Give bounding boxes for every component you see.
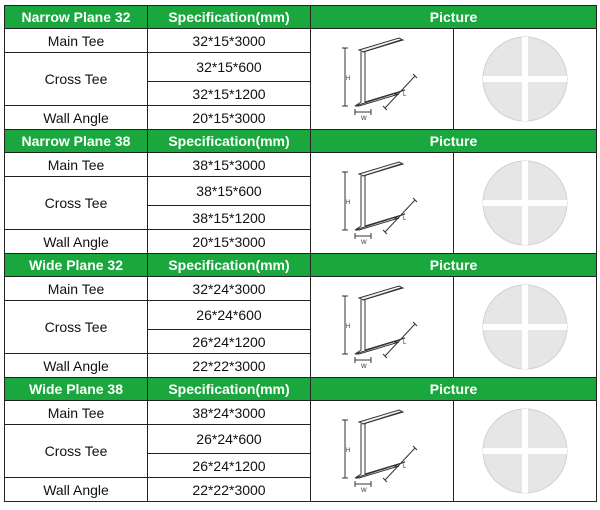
spec-row [5, 401, 597, 425]
component-name: Main Tee [5, 277, 148, 301]
width-label: W [361, 116, 367, 122]
spec-header: Specification(mm) [148, 254, 311, 277]
tee-profile-diagram [337, 36, 427, 122]
spec-value: 20*15*3000 [148, 106, 311, 130]
circle-picture-cell [454, 29, 597, 130]
profile-picture-cell [311, 277, 454, 378]
component-name: Wall Angle [5, 478, 148, 502]
component-name: Main Tee [5, 29, 148, 53]
spec-value: 22*22*3000 [148, 354, 311, 378]
picture-header: Picture [311, 254, 597, 277]
length-label: L [403, 340, 407, 346]
section-title: Wide Plane 32 [5, 254, 148, 277]
spec-value: 32*15*600 [148, 53, 311, 82]
length-label: L [403, 464, 407, 470]
section-header-row [5, 130, 597, 153]
tee-profile-diagram [337, 160, 427, 246]
circle-picture-cell [454, 153, 597, 254]
height-label: H [346, 76, 351, 82]
section-header-row [5, 254, 597, 277]
section-header-row [5, 6, 597, 29]
spec-value: 26*24*1200 [148, 454, 311, 478]
component-name: Cross Tee [5, 425, 148, 478]
tee-profile-diagram [337, 284, 427, 370]
ceiling-grid-circle-icon [475, 277, 575, 377]
length-label: L [403, 92, 407, 98]
component-name: Main Tee [5, 401, 148, 425]
picture-header: Picture [311, 6, 597, 29]
spec-value: 32*24*3000 [148, 277, 311, 301]
component-name: Cross Tee [5, 177, 148, 230]
picture-header: Picture [311, 378, 597, 401]
tee-profile-diagram [337, 408, 427, 494]
picture-header: Picture [311, 130, 597, 153]
circle-picture-cell [454, 277, 597, 378]
circle-picture-cell [454, 401, 597, 502]
component-name: Wall Angle [5, 354, 148, 378]
component-name: Wall Angle [5, 230, 148, 254]
section-title: Narrow Plane 38 [5, 130, 148, 153]
component-name: Main Tee [5, 153, 148, 177]
width-label: W [361, 488, 367, 494]
spec-value: 38*15*1200 [148, 206, 311, 230]
spec-header: Specification(mm) [148, 6, 311, 29]
component-name: Wall Angle [5, 106, 148, 130]
spec-value: 20*15*3000 [148, 230, 311, 254]
height-label: H [346, 200, 351, 206]
spec-value: 32*15*3000 [148, 29, 311, 53]
ceiling-grid-circle-icon [475, 29, 575, 129]
width-label: W [361, 364, 367, 370]
specification-table [4, 5, 597, 502]
section-title: Wide Plane 38 [5, 378, 148, 401]
spec-value: 38*15*600 [148, 177, 311, 206]
spec-value: 38*15*3000 [148, 153, 311, 177]
spec-value: 22*22*3000 [148, 478, 311, 502]
spec-header: Specification(mm) [148, 130, 311, 153]
ceiling-grid-circle-icon [475, 153, 575, 253]
spec-row [5, 29, 597, 53]
section-header-row [5, 378, 597, 401]
spec-value: 32*15*1200 [148, 82, 311, 106]
component-name: Cross Tee [5, 301, 148, 354]
width-label: W [361, 240, 367, 246]
height-label: H [346, 448, 351, 454]
component-name: Cross Tee [5, 53, 148, 106]
profile-picture-cell [311, 29, 454, 130]
spec-value: 26*24*600 [148, 301, 311, 330]
ceiling-grid-circle-icon [475, 401, 575, 501]
spec-value: 26*24*600 [148, 425, 311, 454]
length-label: L [403, 216, 407, 222]
spec-row [5, 153, 597, 177]
profile-picture-cell [311, 153, 454, 254]
height-label: H [346, 324, 351, 330]
section-title: Narrow Plane 32 [5, 6, 148, 29]
spec-header: Specification(mm) [148, 378, 311, 401]
spec-row [5, 277, 597, 301]
spec-value: 26*24*1200 [148, 330, 311, 354]
profile-picture-cell [311, 401, 454, 502]
spec-value: 38*24*3000 [148, 401, 311, 425]
